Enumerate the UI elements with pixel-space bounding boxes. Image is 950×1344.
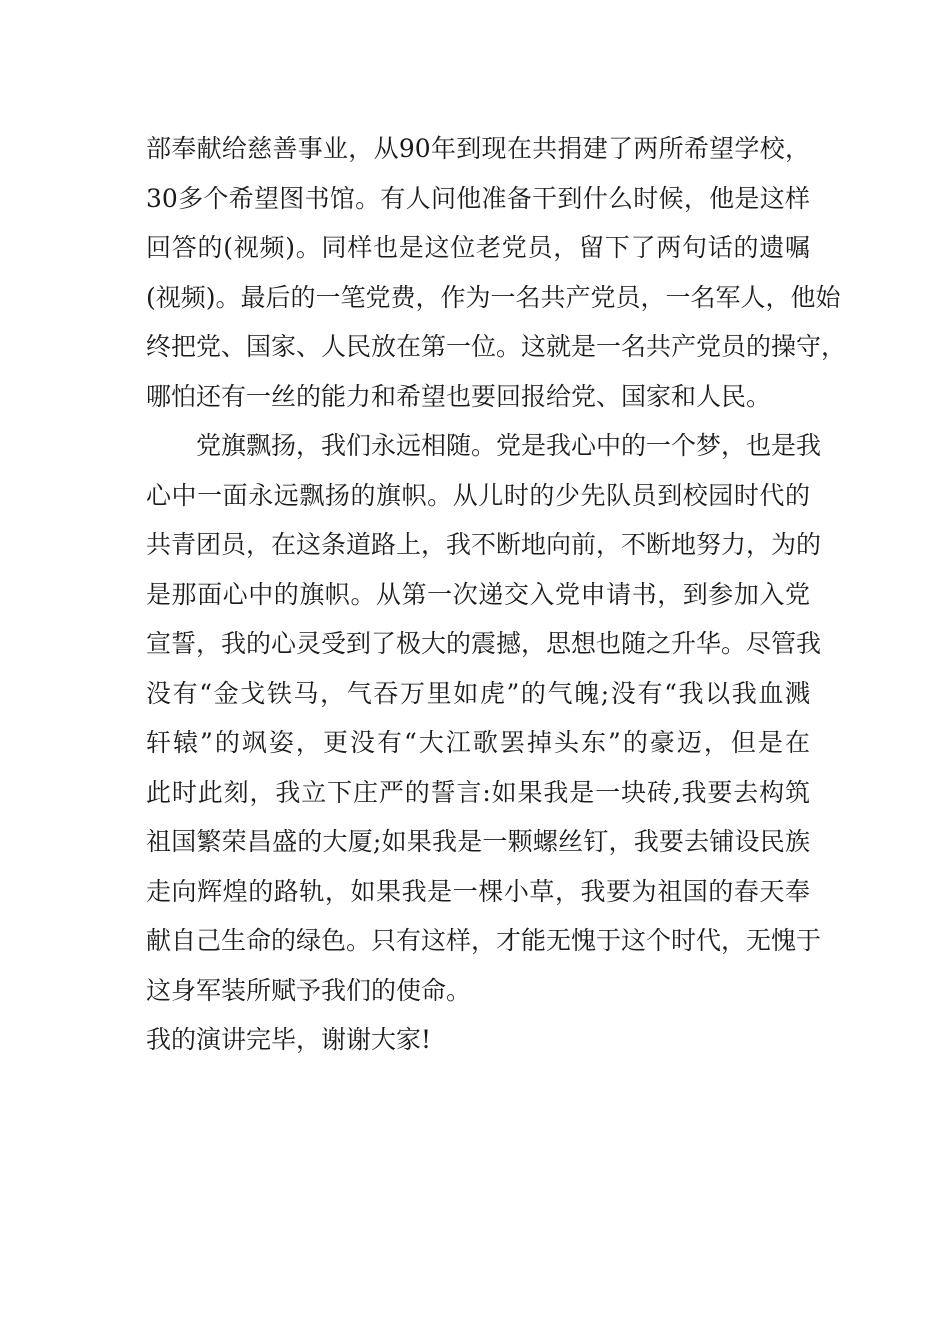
text-line: 共青团员，在这条道路上，我不断地向前，不断地努力，为的 xyxy=(146,530,822,559)
text-line: 此时此刻，我立下庄严的誓言:如果我是一块砖,我要去构筑 xyxy=(146,777,810,807)
text-line: 宣誓，我的心灵受到了极大的震撼，思想也随之升华。尽管我 xyxy=(146,629,822,658)
speech-text xyxy=(146,124,847,1065)
text-line: 祖国繁荣昌盛的大厦;如果我是一颗螺丝钉，我要去铺设民族 xyxy=(146,827,810,856)
text-line: 心中一面永远飘扬的旗帜。从儿时的少先队员到校园时代的 xyxy=(146,480,810,510)
text-line: 部奉献给慈善事业，从90年到现在共捐建了两所希望学校， xyxy=(146,134,810,163)
text-line: 哪怕还有一丝的能力和希望也要回报给党、国家和人民。 xyxy=(146,381,772,411)
text-line: 献自己生命的绿色。只有这样，才能无愧于这个时代，无愧于 xyxy=(146,926,822,955)
text-line: 没有“金戈铁马，气吞万里如虎”的气魄;没有“我以我血溅 xyxy=(146,678,810,708)
text-line: 轩辕”的飒姿，更没有“大江歌罢掉头东”的豪迈，但是在 xyxy=(146,728,810,757)
text-line: 党旗飘扬，我们永远相随。党是我心中的一个梦，也是我 xyxy=(196,431,822,460)
closing-paragraph xyxy=(146,1015,810,1065)
text-line: 这身军装所赋予我们的使命。 xyxy=(146,975,472,1005)
text-line: 走向辉煌的路轨，如果我是一棵小草，我要为祖国的春天奉 xyxy=(146,876,810,906)
text-line: (视频)。最后的一笔党费，作为一名共产党员，一名军人，他始 xyxy=(146,282,841,312)
paragraph-2 xyxy=(146,421,822,1015)
text-line: 是那面心中的旗帜。从第一次递交入党申请书，到参加入党 xyxy=(146,579,810,609)
paragraph-1 xyxy=(146,124,847,421)
text-line: 回答的(视频)。同样也是这位老党员，留下了两句话的遗嘱 xyxy=(146,233,810,262)
closing-line: 我的演讲完毕，谢谢大家! xyxy=(146,1025,432,1054)
text-line: 终把党、国家、人民放在第一位。这就是一名共产党员的操守， xyxy=(146,332,847,361)
text-line: 30多个希望图书馆。有人问他准备干到什么时候，他是这样 xyxy=(146,183,810,213)
